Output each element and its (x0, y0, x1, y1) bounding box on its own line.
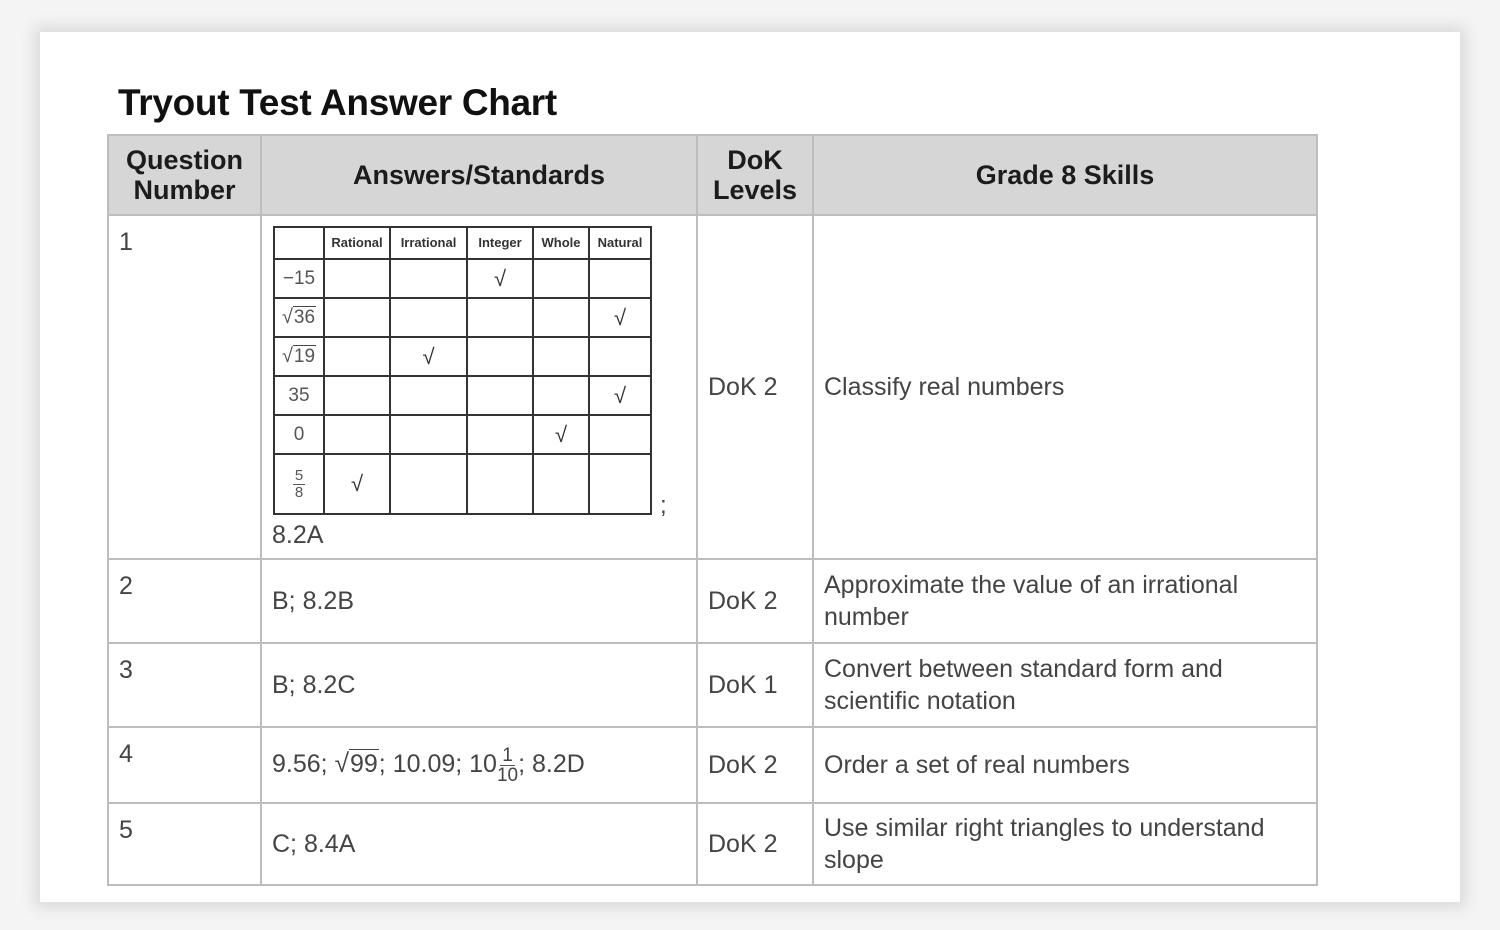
grid-col-rational: Rational (324, 227, 390, 259)
grid-cell (589, 454, 651, 514)
classification-grid-wrap (272, 224, 686, 519)
grid-row (274, 415, 651, 454)
grid-cell (390, 298, 467, 337)
grid-cell (589, 259, 651, 298)
answer-chart-table (107, 134, 1318, 886)
header-answers-standards: Answers/Standards (261, 135, 697, 215)
grid-cell (390, 415, 467, 454)
dok-level: DoK 2 (697, 727, 813, 803)
grid-cell (324, 298, 390, 337)
check-mark-icon: √ (422, 343, 435, 369)
skill-description: Classify real numbers (813, 215, 1317, 559)
skill-description: Order a set of real numbers (813, 727, 1317, 803)
grid-cell (390, 454, 467, 514)
grid-cell (533, 298, 589, 337)
grid-cell (533, 259, 589, 298)
grid-row (274, 337, 651, 376)
fraction-5-8: $\frac{5}{8}$ (294, 466, 304, 501)
grid-col-integer: Integer (467, 227, 533, 259)
grid-cell (324, 376, 390, 415)
grid-row (274, 298, 651, 337)
dok-level: DoK 2 (697, 559, 813, 643)
table-row (108, 215, 1317, 559)
grid-row-label: 0 (274, 415, 324, 454)
sqrt-19: √19 (281, 345, 316, 367)
check-mark-icon: √ (613, 382, 627, 408)
grid-cell (467, 415, 533, 454)
answer-cell: B; 8.2C (261, 643, 697, 727)
answer-cell (261, 215, 697, 559)
grid-cell (390, 337, 467, 376)
grid-cell (533, 415, 589, 454)
grid-cell (467, 454, 533, 514)
grid-header-row (274, 227, 651, 259)
skill-description: Convert between standard form and scientific notation (813, 643, 1317, 727)
grid-row (274, 376, 651, 415)
table-row (108, 803, 1317, 885)
page-card (40, 32, 1460, 902)
grid-cell (589, 376, 651, 415)
grid-row-label (274, 337, 324, 376)
grid-row-label (274, 454, 324, 514)
table-row (108, 559, 1317, 643)
trailing-semicolon: ; (660, 492, 667, 519)
question-number: 5 (108, 803, 261, 885)
grid-cell (533, 376, 589, 415)
dok-level: DoK 2 (697, 803, 813, 885)
radical-sign-icon: √ (334, 747, 349, 778)
radical-sign-icon: √ (281, 306, 293, 328)
grid-cell (533, 337, 589, 376)
grid-cell (324, 259, 390, 298)
answer-cell: B; 8.2B (261, 559, 697, 643)
check-mark-icon: √ (493, 265, 507, 291)
page-title: Tryout Test Answer Chart (118, 82, 557, 123)
grid-row (274, 259, 651, 298)
standard-code: 8.2A (272, 521, 324, 549)
grid-row (274, 454, 651, 514)
question-number: 2 (108, 559, 261, 643)
header-question-number: Question Number (108, 135, 261, 215)
check-mark-icon: √ (350, 471, 364, 496)
table-row (108, 727, 1317, 803)
grid-corner-cell (274, 227, 324, 259)
header-dok-levels: DoK Levels (697, 135, 813, 215)
grid-cell (467, 337, 533, 376)
skill-description: Approximate the value of an irrational number (813, 559, 1317, 643)
grid-row-label: −15 (274, 259, 324, 298)
grid-cell (467, 298, 533, 337)
grid-cell (390, 376, 467, 415)
header-row (108, 135, 1317, 215)
grid-cell (324, 415, 390, 454)
grid-cell (390, 259, 467, 298)
question-number: 3 (108, 643, 261, 727)
question-number: 1 (108, 215, 261, 559)
radical-sign-icon: √ (281, 345, 293, 367)
grid-cell (589, 298, 651, 337)
classification-grid (273, 226, 652, 515)
grid-cell (324, 337, 390, 376)
fraction-1-10: $\frac{1}{10}$ (496, 744, 519, 786)
grid-cell (467, 259, 533, 298)
sqrt-99: √99 (334, 747, 378, 778)
grid-col-irrational: Irrational (390, 227, 467, 259)
grid-cell (324, 454, 390, 514)
answer-part-a: 9.56; (272, 749, 335, 778)
sqrt-36: √36 (281, 306, 316, 328)
grid-row-label: 35 (274, 376, 324, 415)
header-grade-8-skills: Grade 8 Skills (813, 135, 1317, 215)
grid-cell (589, 415, 651, 454)
dok-level: DoK 1 (697, 643, 813, 727)
grid-row-label (274, 298, 324, 337)
table-row (108, 643, 1317, 727)
grid-col-natural: Natural (589, 227, 651, 259)
check-mark-icon: √ (613, 304, 627, 330)
dok-level: DoK 2 (697, 215, 813, 559)
answer-part-b: ; 10.09; 10 (378, 749, 497, 778)
grid-cell (533, 454, 589, 514)
skill-description: Use similar right triangles to understand slope (813, 803, 1317, 885)
question-number: 4 (108, 727, 261, 803)
answer-part-c: ; 8.2D (518, 749, 585, 778)
check-mark-icon: √ (554, 421, 568, 447)
grid-cell (467, 376, 533, 415)
grid-col-whole: Whole (533, 227, 589, 259)
answer-cell: C; 8.4A (261, 803, 697, 885)
answer-cell (261, 727, 697, 803)
grid-cell (589, 337, 651, 376)
